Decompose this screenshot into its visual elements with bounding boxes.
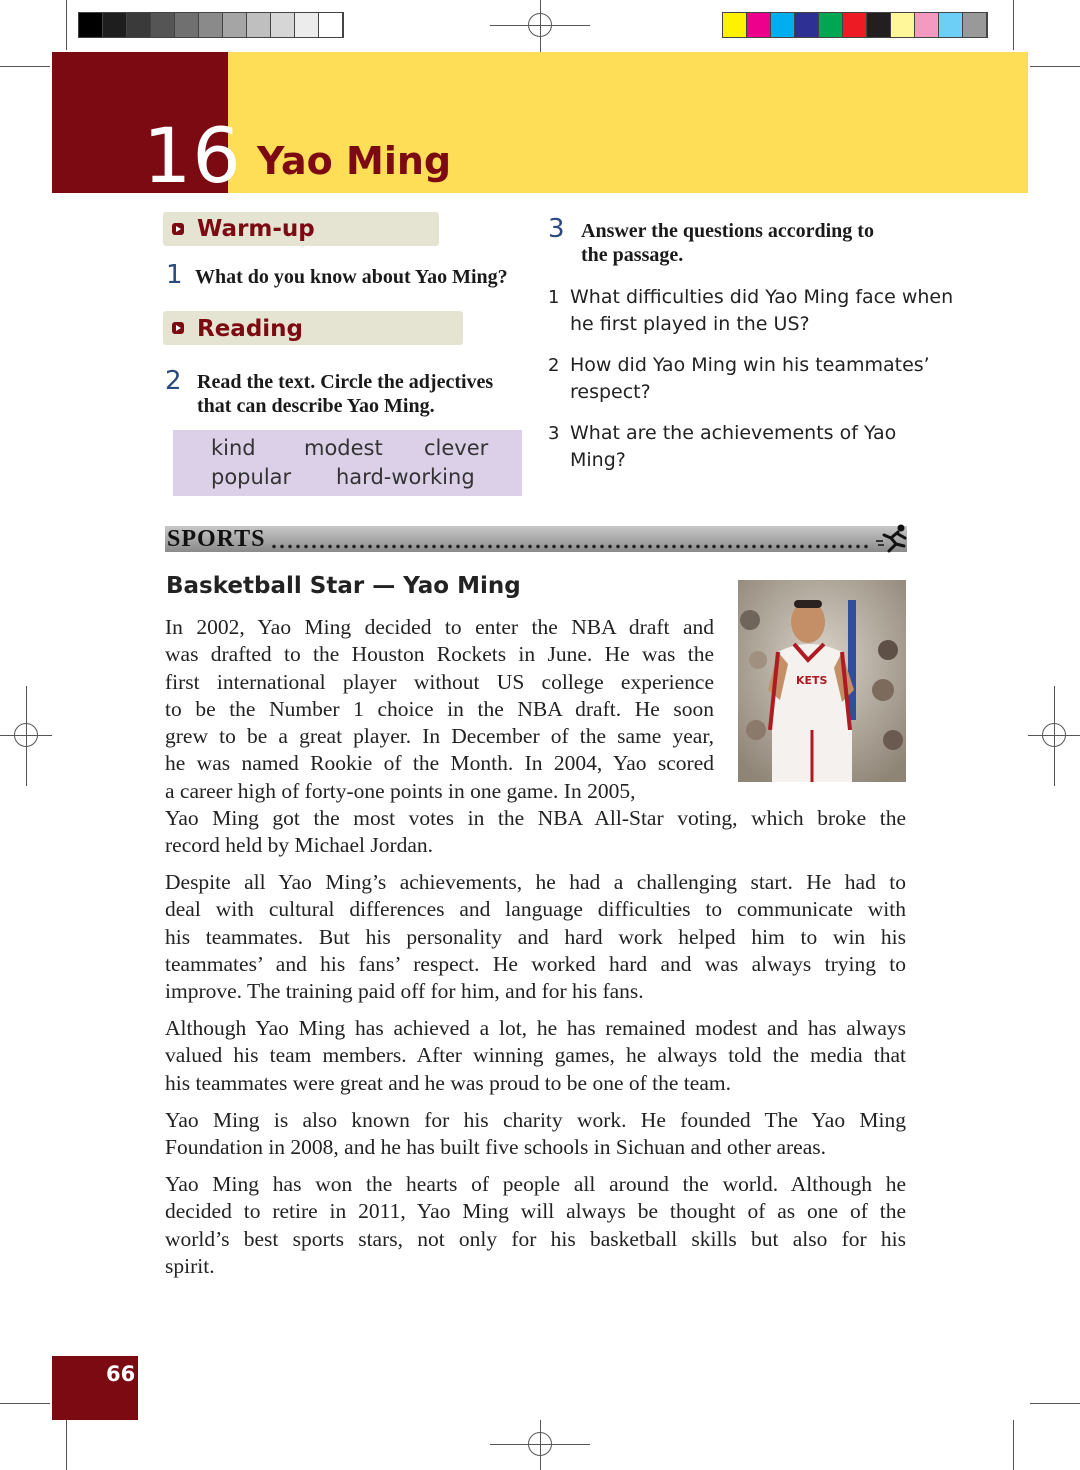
adjective-option[interactable]: clever	[424, 436, 489, 460]
article-paragraph: Yao Ming got the most votes in the NBA All-Star voting, which broke the record held by Michael Jordan.	[165, 806, 906, 858]
answer-instruction: Answer the questions according to the passage.	[581, 220, 874, 266]
article-paragraph: Yao Ming is also known for his charity work. He founded The Yao Ming Foundation in 2008, and he has built five schools in Sichuan and other areas.	[165, 1108, 906, 1160]
play-arrow-icon	[172, 223, 184, 235]
adjective-option[interactable]: popular	[211, 465, 292, 489]
question-number: 1	[548, 287, 560, 308]
exercise-number: 2	[165, 366, 182, 396]
question-number: 2	[548, 355, 560, 376]
process-color-bar	[722, 12, 988, 38]
article-paragraph: In 2002, Yao Ming decided to enter the NBA draft and was drafted to the Houston Rockets in June. He was the first international player without US college experience to be the Number 1 choice in the NBA draft. He soon grew to be a great player. In December of the same year, he was named Rookie of the Month. In 2004, Yao scored a career high of forty-one points in one game. In 2005,	[165, 615, 714, 803]
question-number: 3	[548, 423, 560, 444]
adjective-option[interactable]: modest	[304, 436, 383, 460]
exercise-number: 3	[548, 214, 565, 244]
adjective-option[interactable]: hard-working	[336, 465, 475, 489]
question-text: What difficulties did Yao Ming face when he first played in the US?	[570, 286, 954, 335]
warmup-question: What do you know about Yao Ming?	[195, 266, 508, 288]
yao-ming-photo	[738, 580, 906, 782]
reading-instruction: Read the text. Circle the adjectives that can describe Yao Ming.	[197, 371, 494, 417]
warmup-label: Warm-up	[197, 216, 315, 242]
unit-title: Yao Ming	[257, 139, 452, 183]
page-number: 66	[106, 1362, 136, 1386]
article-paragraph: Yao Ming has won the hearts of people all around the world. Although he decided to retire in 2011, Yao Ming will always be thought of as one of the world’s best sports stars, not only for his basketball skills but also for his spirit.	[165, 1172, 906, 1278]
article-paragraph: Although Yao Ming has achieved a lot, he has remained modest and has always valued his team members. After winning games, he always told the media that his teammates were great and he was proud to be one of the team.	[165, 1016, 906, 1095]
question-text: How did Yao Ming win his teammates’ respect?	[570, 354, 930, 403]
runner-icon	[874, 522, 910, 554]
question-text: What are the achievements of Yao Ming?	[570, 422, 897, 471]
reading-label: Reading	[197, 316, 304, 342]
unit-number: 16	[143, 111, 242, 200]
jersey-text: KETS	[796, 674, 828, 687]
article-paragraph: Despite all Yao Ming’s achievements, he had a challenging start. He had to deal with cultural differences and language difficulties to communicate with his teammates. But his personality and hard work helped him to win his teammates’ and his fans’ respect. He worked hard and was always trying to improve. The training paid off for him, and for his fans.	[165, 870, 906, 1004]
sports-category-label: SPORTS	[167, 526, 266, 552]
exercise-number: 1	[166, 260, 183, 290]
grayscale-color-bar	[78, 12, 344, 38]
play-arrow-icon	[172, 322, 184, 334]
dotted-rule	[270, 544, 870, 549]
article-title: Basketball Star — Yao Ming	[166, 573, 521, 599]
adjective-option[interactable]: kind	[211, 436, 256, 460]
